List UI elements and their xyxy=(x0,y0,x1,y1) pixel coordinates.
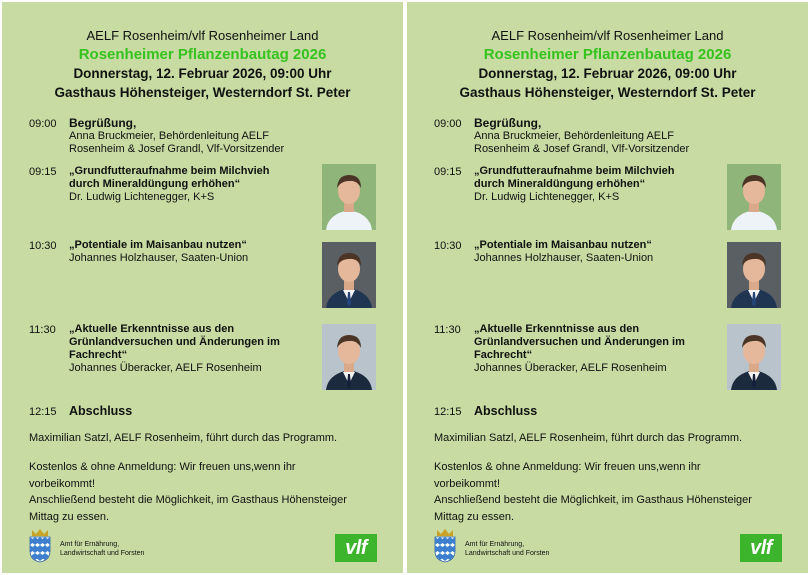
moderator-note: Maximilian Satzl, AELF Rosenheim, führt durch das Programm. xyxy=(29,432,338,444)
program-title: Begrüßung, xyxy=(474,116,542,130)
header-org: AELF Rosenheim/vlf Rosenheimer Land xyxy=(491,28,724,43)
event-venue: Gasthaus Höhensteiger, Westerndorf St. Peter xyxy=(54,85,351,100)
speaker-photo xyxy=(727,242,781,310)
program-speaker: Johannes Holzhauser, Saaten-Union xyxy=(69,252,249,264)
program-item xyxy=(69,165,269,204)
time-slot: 12:15 xyxy=(434,406,462,418)
agency-line: Landwirtschaft und Forsten xyxy=(465,550,550,557)
program-speaker: Dr. Ludwig Lichtenegger, K+S xyxy=(474,191,620,203)
event-title: Rosenheimer Pflanzenbautag 2026 xyxy=(78,46,327,63)
header-org: AELF Rosenheim/vlf Rosenheimer Land xyxy=(86,28,319,43)
program-item xyxy=(474,117,689,156)
time-slot: 09:15 xyxy=(29,166,57,178)
program-title: „Grundfutteraufnahme beim Milchvieh xyxy=(69,165,270,177)
program-item xyxy=(474,405,537,418)
info-text xyxy=(434,459,784,525)
info-line: Anschließend besteht die Möglichkeit, im Gasthaus Höhensteiger xyxy=(29,494,347,506)
program-title: „Potentiale im Maisanbau nutzen“ xyxy=(474,239,652,251)
speaker-photo xyxy=(322,164,376,232)
program-title: durch Mineraldüngung erhöhen“ xyxy=(69,178,241,190)
program-speaker: Johannes Überacker, AELF Rosenheim xyxy=(69,362,262,374)
info-line: Kostenlos & ohne Anmeldung: Wir freuen uns,wenn ihr xyxy=(434,461,701,473)
flyer-left xyxy=(2,2,403,573)
program-speaker: Johannes Holzhauser, Saaten-Union xyxy=(474,252,654,264)
time-slot: 09:15 xyxy=(434,166,462,178)
time-slot: 12:15 xyxy=(29,406,57,418)
program-item xyxy=(474,165,674,204)
event-date: Donnerstag, 12. Februar 2026, 09:00 Uhr xyxy=(73,66,332,81)
program-title: „Aktuelle Erkenntnisse aus den xyxy=(69,323,235,335)
program-item xyxy=(69,239,248,265)
program-speaker: Johannes Überacker, AELF Rosenheim xyxy=(474,362,667,374)
time-slot: 11:30 xyxy=(29,324,56,336)
program-speaker: Rosenheim & Josef Grandl, Vlf-Vorsitzender xyxy=(474,143,690,155)
info-text xyxy=(29,459,379,525)
program-title: Fachrecht“ xyxy=(69,349,128,361)
time-slot: 09:00 xyxy=(434,118,462,130)
info-line: Mittag zu essen. xyxy=(29,510,110,523)
agency-name xyxy=(60,540,144,558)
bavaria-crest-icon xyxy=(28,527,52,563)
time-slot: 09:00 xyxy=(29,118,57,130)
vlf-logo: vlf xyxy=(740,534,782,562)
agency-line: Landwirtschaft und Forsten xyxy=(60,550,145,557)
program-item xyxy=(69,117,284,156)
flyer-right xyxy=(407,2,808,573)
info-line: Anschließend besteht die Möglichkeit, im Gasthaus Höhensteiger xyxy=(434,494,752,506)
event-title: Rosenheimer Pflanzenbautag 2026 xyxy=(483,46,732,63)
program-item xyxy=(474,239,653,265)
program-speaker: Anna Bruckmeier, Behördenleitung AELF xyxy=(69,130,269,142)
program-title: „Potentiale im Maisanbau nutzen“ xyxy=(69,239,247,251)
agency-line: Amt für Ernährung, xyxy=(465,541,525,548)
program-title: Abschluss xyxy=(69,404,133,418)
moderator-note: Maximilian Satzl, AELF Rosenheim, führt durch das Programm. xyxy=(434,432,743,444)
info-line: vorbeikommt! xyxy=(434,477,501,490)
event-date: Donnerstag, 12. Februar 2026, 09:00 Uhr xyxy=(478,66,737,81)
program-title: Begrüßung, xyxy=(69,116,137,130)
program-speaker: Rosenheim & Josef Grandl, Vlf-Vorsitzender xyxy=(69,143,285,155)
program-item xyxy=(474,323,685,375)
program-title: durch Mineraldüngung erhöhen“ xyxy=(474,178,646,190)
program-title: Grünlandversuchen und Änderungen im xyxy=(69,336,280,348)
time-slot: 10:30 xyxy=(29,240,57,252)
speaker-photo xyxy=(322,242,376,310)
program-speaker: Anna Bruckmeier, Behördenleitung AELF xyxy=(474,130,674,142)
speaker-photo xyxy=(727,324,781,391)
agency-line: Amt für Ernährung, xyxy=(60,541,120,548)
time-slot: 10:30 xyxy=(434,240,462,252)
info-line: vorbeikommt! xyxy=(29,477,96,490)
agency-name xyxy=(465,540,549,558)
event-venue: Gasthaus Höhensteiger, Westerndorf St. Peter xyxy=(459,85,756,100)
program-speaker: Dr. Ludwig Lichtenegger, K+S xyxy=(69,191,215,203)
program-title: Grünlandversuchen und Änderungen im xyxy=(474,336,685,348)
time-slot: 11:30 xyxy=(434,324,461,336)
info-line: Kostenlos & ohne Anmeldung: Wir freuen uns,wenn ihr xyxy=(29,461,296,473)
program-item xyxy=(69,323,280,375)
speaker-photo xyxy=(322,324,376,391)
program-title: „Grundfutteraufnahme beim Milchvieh xyxy=(474,165,675,177)
bavaria-crest-icon xyxy=(433,527,457,563)
program-title: „Aktuelle Erkenntnisse aus den xyxy=(474,323,640,335)
vlf-logo: vlf xyxy=(335,534,377,562)
program-title: Abschluss xyxy=(474,404,538,418)
program-title: Fachrecht“ xyxy=(474,349,533,361)
speaker-photo xyxy=(727,164,781,232)
info-line: Mittag zu essen. xyxy=(434,510,515,523)
program-item xyxy=(69,405,132,418)
